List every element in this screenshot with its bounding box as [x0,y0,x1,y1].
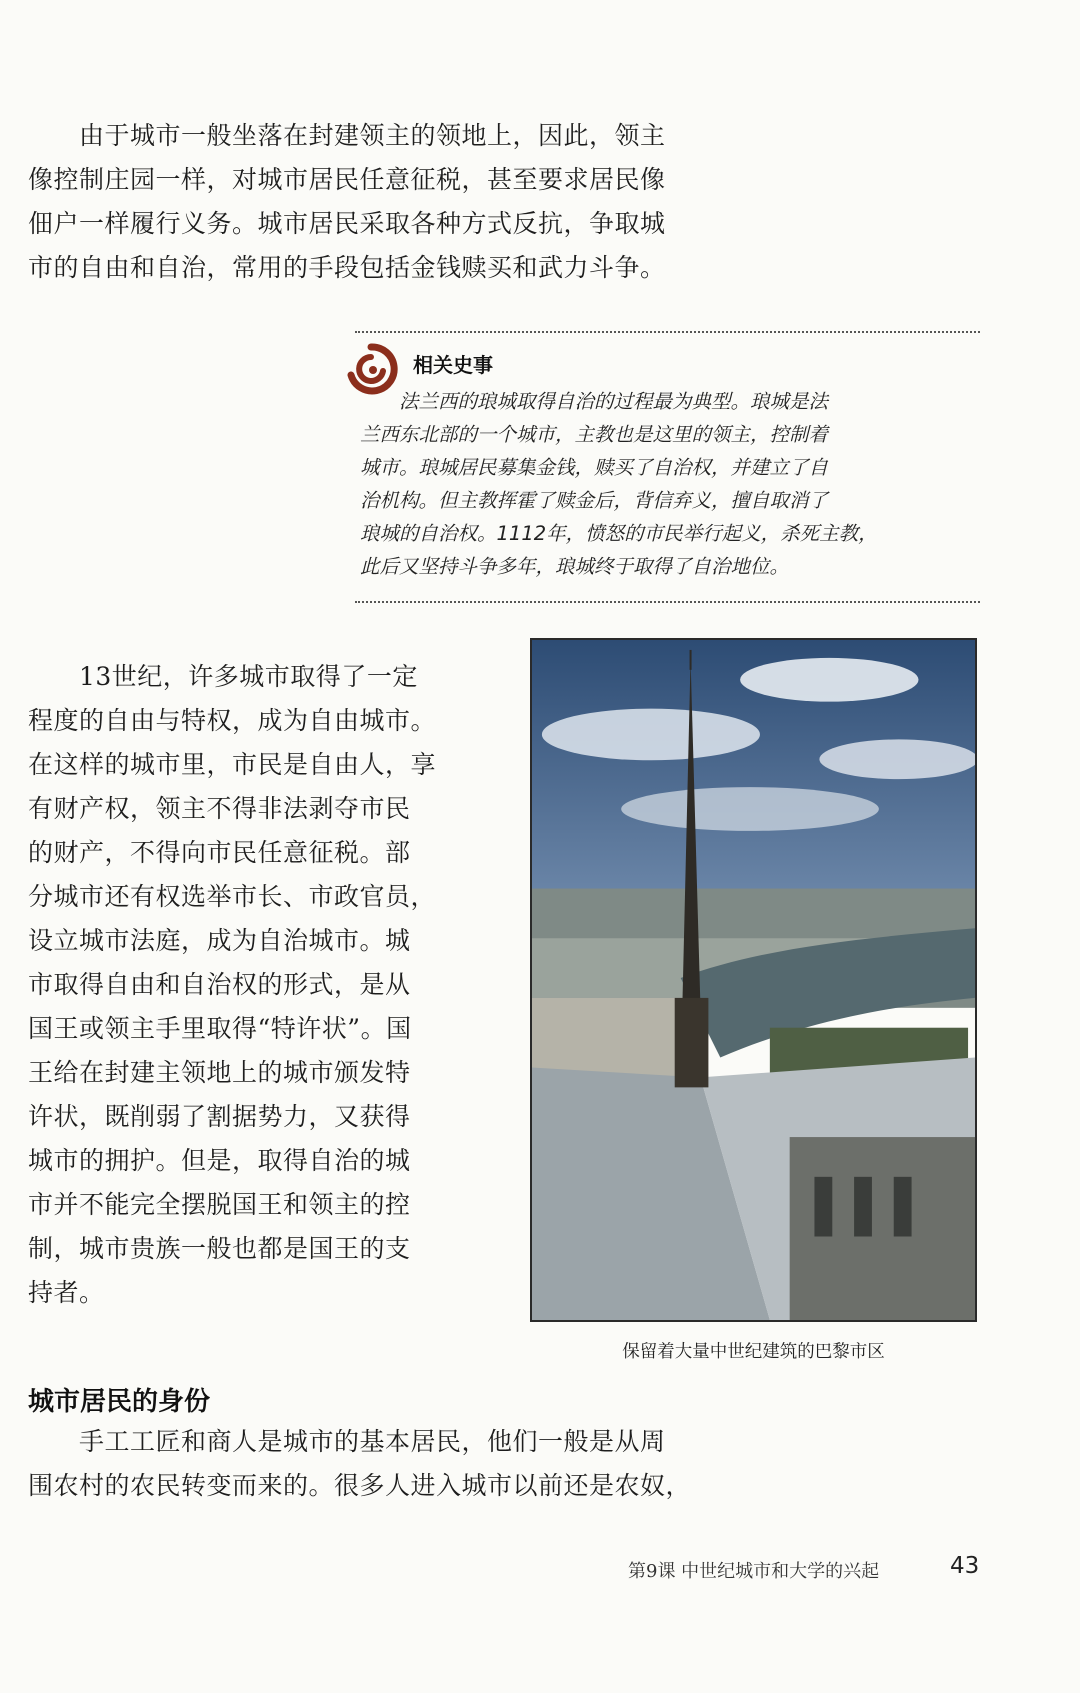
photo-caption: 保留着大量中世纪建筑的巴黎市区 [622,1342,885,1362]
sidebar-line: 法兰西的琅城取得自治的过程最为典型。琅城是法 [360,390,829,413]
residents-paragraph [28,1420,748,1508]
sidebar-line: 此后又坚持斗争多年，琅城终于取得了自治地位。 [360,555,790,578]
text-line: 市并不能完全摆脱国王和领主的控 [28,1190,411,1219]
text-line: 市的自由和自治，常用的手段包括金钱赎买和武力斗争。 [28,253,666,282]
text-line: 设立城市法庭，成为自治城市。城 [28,926,411,955]
text-line: 佃户一样履行义务。城市居民采取各种方式反抗，争取城 [28,209,666,238]
sidebar-line: 琅城的自治权。1112年，愤怒的市民举行起义，杀死主教， [360,522,878,545]
paris-photo [530,638,977,1322]
text-line: 在这样的城市里，市民是自由人，享 [28,750,437,779]
section-heading: 城市居民的身份 [28,1387,211,1417]
free-cities-paragraph [28,655,488,1315]
text-line: 13世纪，许多城市取得了一定 [28,662,418,691]
text-line: 分城市还有权选举市长、市政官员， [28,882,437,911]
paris-cityscape-image [532,640,975,1320]
text-line: 的财产，不得向市民任意征税。部 [28,838,411,867]
sidebar-line: 城市。琅城居民募集金钱，赎买了自治权，并建立了自 [360,456,829,479]
text-line: 围农村的农民转变而来的。很多人进入城市以前还是农奴， [28,1471,692,1500]
sidebar-text [360,385,980,583]
text-line: 王给在封建主领地上的城市颁发特 [28,1058,411,1087]
text-line: 像控制庄园一样，对城市居民任意征税，甚至要求居民像 [28,165,666,194]
text-line: 程度的自由与特权，成为自由城市。 [28,706,437,735]
text-line: 城市的拥护。但是，取得自治的城 [28,1146,411,1175]
text-line: 由于城市一般坐落在封建领主的领地上，因此，领主 [28,121,666,150]
text-line: 持者。 [28,1278,105,1307]
text-line: 许状，既削弱了割据势力，又获得 [28,1102,411,1131]
sidebar-line: 治机构。但主教挥霍了赎金后，背信弃义，擅自取消了 [360,489,829,512]
text-line: 有财产权，领主不得非法剥夺市民 [28,794,411,823]
text-line: 手工工匠和商人是城市的基本居民，他们一般是从周 [28,1427,666,1456]
page-number: 43 [950,1553,980,1579]
text-line: 国王或领主手里取得“特许状”。国 [28,1014,412,1043]
intro-paragraph [28,114,748,290]
sidebar-title: 相关史事 [413,353,493,377]
text-line: 制，城市贵族一般也都是国王的支 [28,1234,411,1263]
footer-lesson-title: 第9课 中世纪城市和大学的兴起 [628,1561,880,1582]
text-line: 市取得自由和自治权的形式，是从 [28,970,411,999]
sidebar-line: 兰西东北部的一个城市，主教也是这里的领主，控制着 [360,423,829,446]
related-history-box [355,331,980,603]
